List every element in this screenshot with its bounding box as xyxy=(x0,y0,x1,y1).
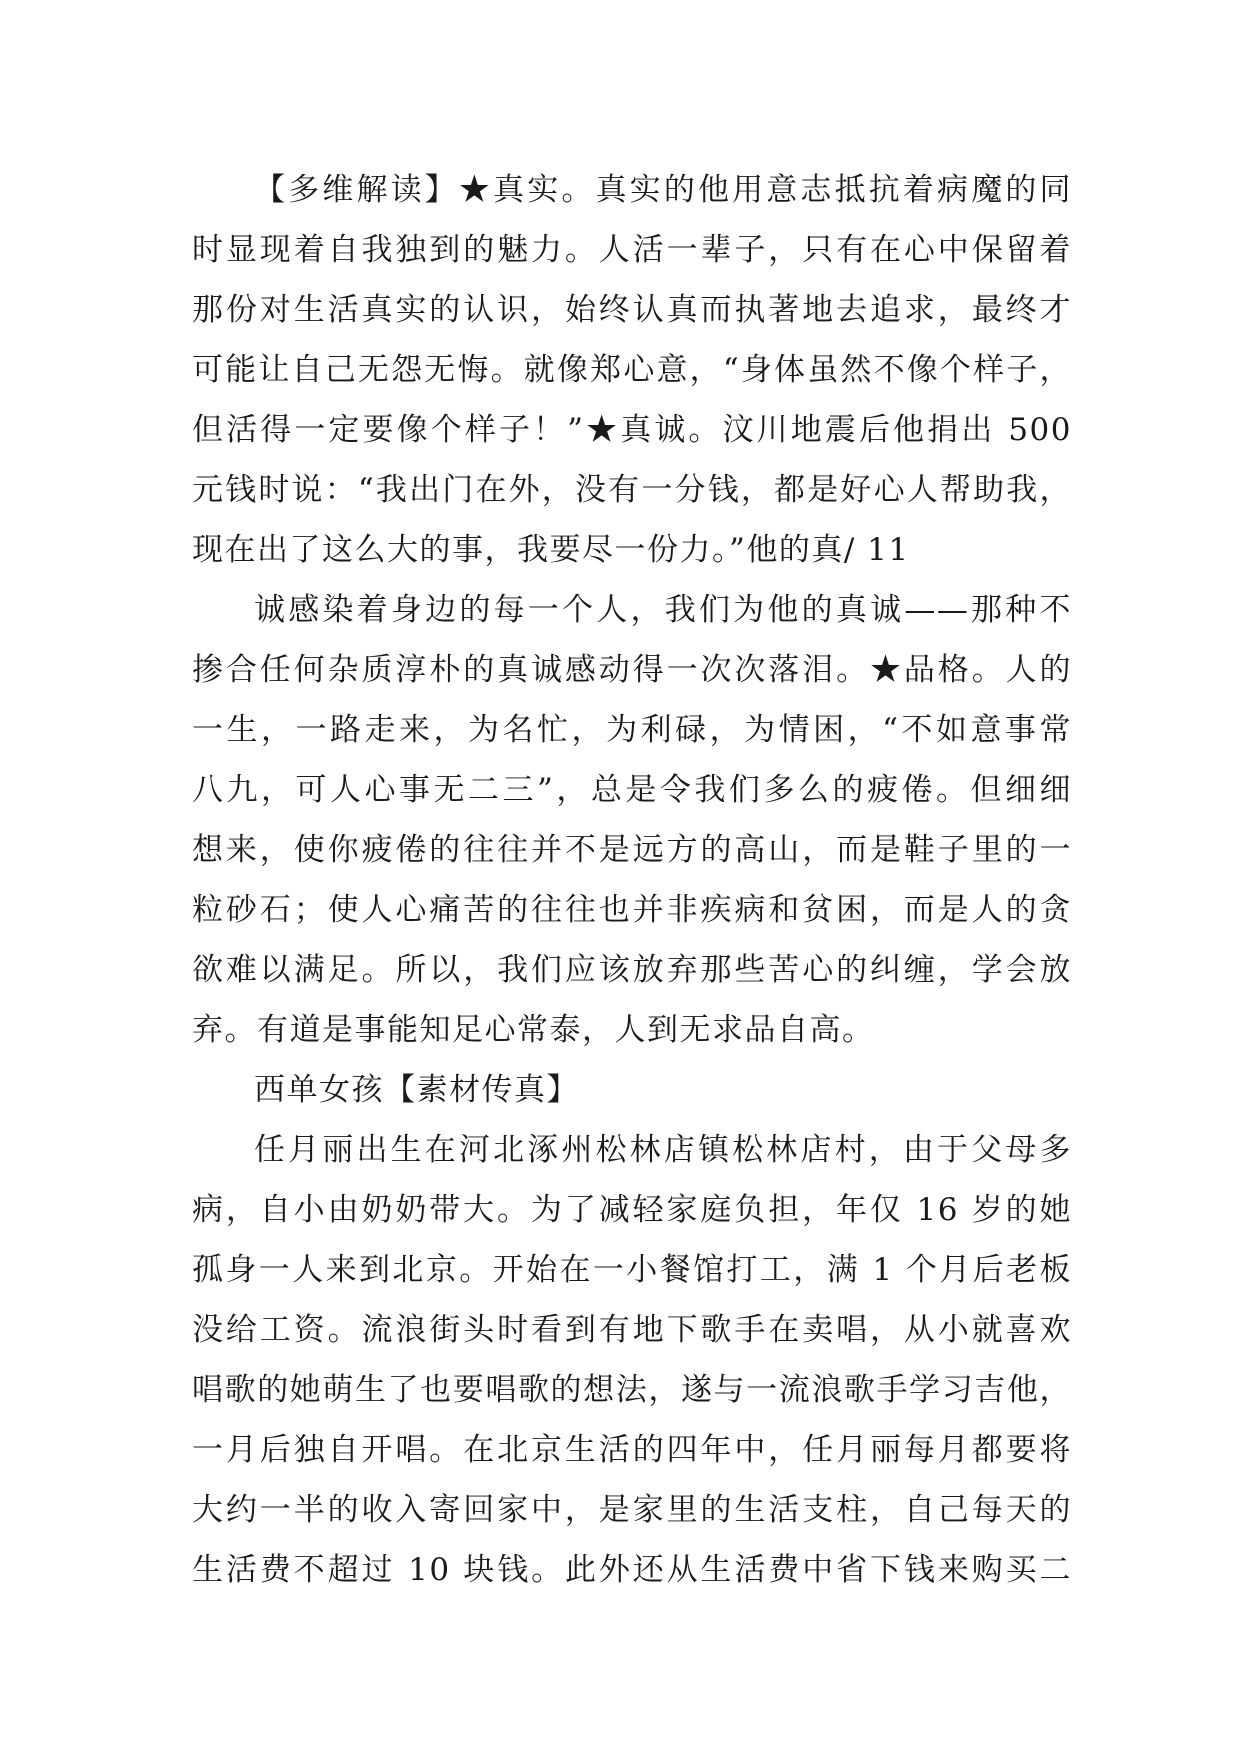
text-line: 唱歌的她萌生了也要唱歌的想法，遂与一流浪歌手学习吉他， xyxy=(192,1372,1072,1408)
text-line: 可能让自己无怨无悔。就像郑心意，“身体虽然不像个样子， xyxy=(192,352,1072,388)
text-line: 八九，可人心事无二三”，总是令我们多么的疲倦。但细细 xyxy=(192,772,1072,808)
text-line: 孤身一人来到北京。开始在一小餐馆打工，满 1 个月后老板 xyxy=(192,1252,1072,1288)
text-line: 诚感染着身边的每一个人，我们为他的真诚——那种不 xyxy=(254,592,1072,628)
text-line: 掺合任何杂质淳朴的真诚感动得一次次落泪。★品格。人的 xyxy=(192,652,1072,688)
text-line: 时显现着自我独到的魅力。人活一辈子，只有在心中保留着 xyxy=(192,232,1072,268)
section-heading: 西单女孩【素材传真】 xyxy=(254,1072,579,1108)
text-line: 想来，使你疲倦的往往并不是远方的高山，而是鞋子里的一 xyxy=(192,832,1072,868)
text-line: 但活得一定要像个样子！”★真诚。汶川地震后他捐出 500 xyxy=(192,412,1072,448)
text-line: 病，自小由奶奶带大。为了减轻家庭负担，年仅 16 岁的她 xyxy=(192,1192,1072,1228)
text-line: 那份对生活真实的认识，始终认真而执著地去追求，最终才 xyxy=(192,292,1072,328)
document-body xyxy=(192,160,1072,1600)
text-line: 生活费不超过 10 块钱。此外还从生活费中省下钱来购买二 xyxy=(192,1552,1072,1588)
text-line: 欲难以满足。所以，我们应该放弃那些苦心的纠缠，学会放 xyxy=(192,952,1072,988)
text-line: 弃。有道是事能知足心常泰，人到无求品自高。 xyxy=(192,1012,875,1048)
text-line: 大约一半的收入寄回家中，是家里的生活支柱，自己每天的 xyxy=(192,1492,1072,1528)
text-line: 【多维解读】★真实。真实的他用意志抵抗着病魔的同 xyxy=(254,172,1072,208)
text-line: 任月丽出生在河北涿州松林店镇松林店村，由于父母多 xyxy=(254,1132,1072,1168)
text-line: 一生，一路走来，为名忙，为利碌，为情困，“不如意事常 xyxy=(192,712,1072,748)
text-line: 没给工资。流浪街头时看到有地下歌手在卖唱，从小就喜欢 xyxy=(192,1312,1072,1348)
text-line: 粒砂石；使人心痛苦的往往也并非疾病和贫困，而是人的贪 xyxy=(192,892,1072,928)
text-line: 一月后独自开唱。在北京生活的四年中，任月丽每月都要将 xyxy=(192,1432,1072,1468)
text-line: 元钱时说：“我出门在外，没有一分钱，都是好心人帮助我， xyxy=(192,472,1072,508)
text-line: 现在出了这么大的事，我要尽一份力。”他的真/ 11 xyxy=(192,532,910,568)
